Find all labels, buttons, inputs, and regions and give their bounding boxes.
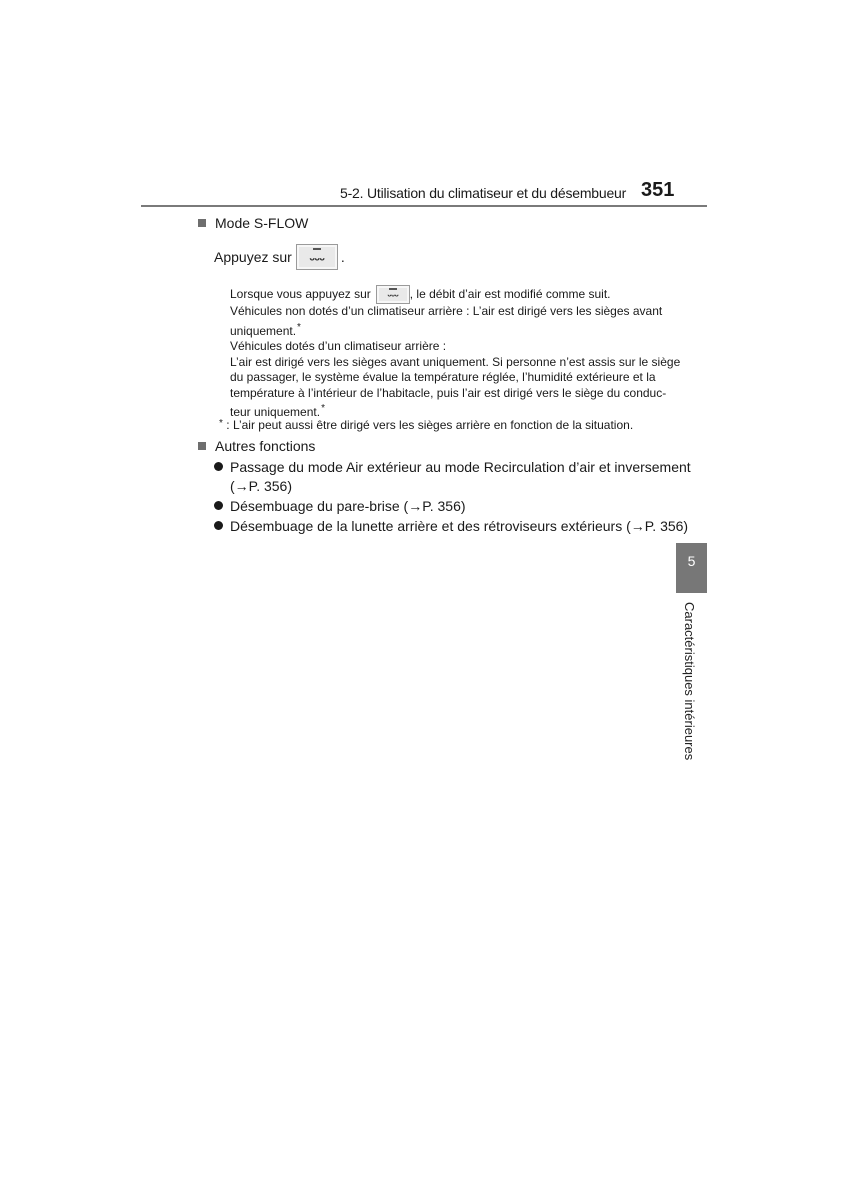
with-rear-ac-line1: L’air est dirigé vers les sièges avant uniquement. Si personne n’est assis sur le siège <box>230 354 681 369</box>
other-heading-text: Autres fonctions <box>215 438 316 454</box>
asterisk-mark: * <box>321 403 325 414</box>
bullet-icon <box>214 462 223 471</box>
heading-square-icon <box>198 442 206 450</box>
no-rear-ac-line1: Véhicules non dotés d’un climatiseur arrière : L’air est dirigé vers les sièges avant <box>230 304 663 318</box>
sflow-detail-block <box>230 285 680 421</box>
footnote-mark: * <box>219 418 223 429</box>
list-item-text: Désembuage de la lunette arrière et des rétroviseurs extérieurs (→P. 356) <box>230 518 689 534</box>
asterisk-mark: * <box>297 321 301 333</box>
press-end: . <box>340 249 345 265</box>
with-rear-ac-line2: du passager, le système évalue la température réglée, l’humidité extérieure et la <box>230 370 656 384</box>
chapter-tab <box>676 543 707 593</box>
press-instruction <box>214 244 345 270</box>
sflow-heading-text: Mode S-FLOW <box>215 215 309 231</box>
other-functions-list <box>214 459 691 534</box>
chapter-label: Caractéristiques intérieures <box>682 602 697 761</box>
detail-prefix: Lorsque vous appuyez sur <box>230 286 371 301</box>
header-rule <box>141 205 707 207</box>
with-rear-ac-line3: température à l’intérieur de l’habitacle, puis l’air est dirigé vers le siège du conduc- <box>230 385 667 400</box>
footnote-text: L’air peut aussi être dirigé vers les sièges arrière en fonction de la situation. <box>232 418 634 432</box>
sflow-heading <box>198 215 308 231</box>
list-item <box>214 459 691 475</box>
detail-suffix: , le débit d’air est modifié comme suit. <box>409 286 611 301</box>
with-rear-ac-line4: teur uniquement.* <box>230 403 325 419</box>
with-rear-ac-title: Véhicules dotés d’un climatiseur arrière : <box>230 339 447 353</box>
page-reference-link[interactable]: (→P. 356) <box>230 478 292 494</box>
list-item-text: Désembuage du pare-brise (→P. 356) <box>230 498 466 514</box>
press-text: Appuyez sur <box>214 249 292 265</box>
s-flow-button-icon: ᴗᴗᴗ <box>296 244 338 270</box>
footnote <box>218 416 633 434</box>
section-header-title: 5-2. Utilisation du climatiseur et du désembueur <box>340 185 627 201</box>
footnote-sep: : <box>226 418 230 432</box>
s-flow-button-icon: ᴗᴗᴗ <box>376 285 410 304</box>
other-functions-heading <box>198 438 315 454</box>
heading-square-icon <box>198 219 206 227</box>
no-rear-ac-line2: uniquement.* <box>230 321 301 338</box>
chapter-number: 5 <box>687 553 696 569</box>
bullet-icon <box>214 521 223 530</box>
page-number: 351 <box>641 179 675 201</box>
list-item <box>214 518 691 534</box>
bullet-icon <box>214 501 223 510</box>
list-item-continuation <box>214 478 691 494</box>
list-item <box>214 498 691 514</box>
list-item-text: Passage du mode Air extérieur au mode Recirculation d’air et inversement <box>230 459 691 475</box>
detail-line <box>230 285 680 304</box>
